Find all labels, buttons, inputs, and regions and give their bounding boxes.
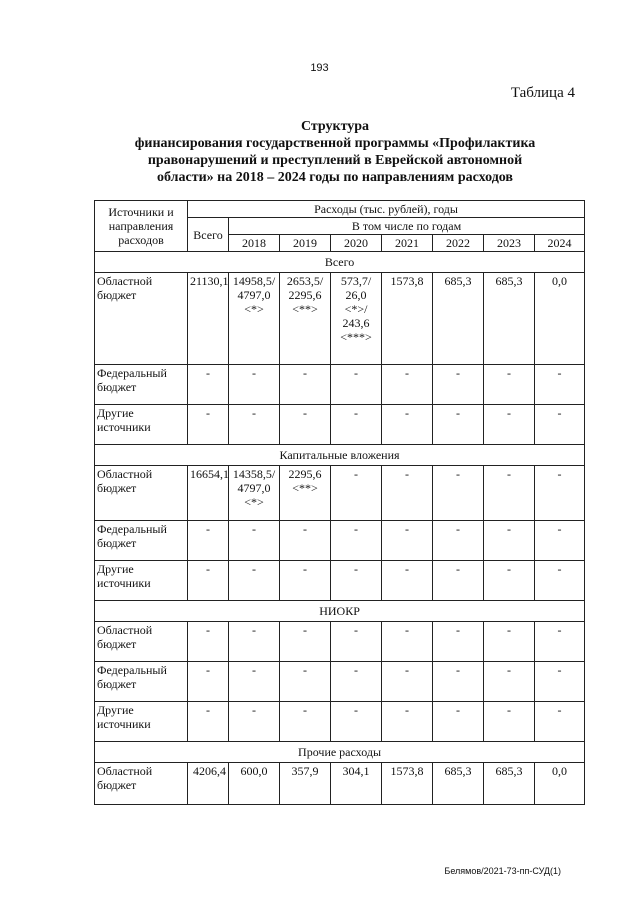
table-row: [95, 763, 585, 805]
table-row: [95, 405, 585, 445]
row-year-value: -: [433, 622, 484, 662]
row-year-value: -: [382, 405, 433, 445]
header-year: 2024: [535, 235, 585, 252]
row-year-value: -: [433, 405, 484, 445]
table-label: Таблица 4: [510, 85, 575, 101]
row-total: -: [188, 561, 229, 601]
title-line: правонарушений и преступлений в Еврейской автономной: [147, 153, 523, 168]
row-year-value: -: [331, 521, 382, 561]
row-year-value: -: [331, 662, 382, 702]
row-total: -: [188, 521, 229, 561]
row-year-value: 0,0: [535, 763, 585, 805]
header-year: 2023: [484, 235, 535, 252]
row-year-value: -: [535, 521, 585, 561]
title-line: Структура: [300, 119, 370, 134]
row-source: Областной бюджет: [95, 273, 188, 365]
section-title: Всего: [95, 252, 585, 273]
row-source: Областной бюджет: [95, 466, 188, 521]
row-year-value: -: [331, 702, 382, 742]
row-year-value: 1573,8: [382, 273, 433, 365]
header-year: 2018: [229, 235, 280, 252]
title-line: области» на 2018 – 2024 годы по направлениям расходов: [156, 170, 513, 185]
row-year-value: -: [229, 702, 280, 742]
row-year-value: -: [280, 662, 331, 702]
row-year-value: -: [433, 561, 484, 601]
table-row: [95, 466, 585, 521]
row-total: -: [188, 702, 229, 742]
row-year-value: -: [433, 466, 484, 521]
row-year-value: -: [535, 466, 585, 521]
row-year-value: 2653,5/ 2295,6 <**>: [280, 273, 331, 365]
row-year-value: -: [280, 365, 331, 405]
row-year-value: -: [433, 365, 484, 405]
row-year-value: -: [331, 561, 382, 601]
table-row: [95, 702, 585, 742]
row-year-value: -: [280, 702, 331, 742]
page-number: 193: [310, 62, 329, 74]
header-sources: Источники и направления расходов: [95, 201, 188, 252]
row-year-value: -: [229, 405, 280, 445]
table-body: [95, 252, 585, 805]
table-row: [95, 521, 585, 561]
row-year-value: -: [229, 662, 280, 702]
table-row: [95, 273, 585, 365]
section-title: НИОКР: [95, 601, 585, 622]
header-year: 2021: [382, 235, 433, 252]
row-year-value: 357,9: [280, 763, 331, 805]
row-year-value: -: [229, 561, 280, 601]
table-row: [95, 561, 585, 601]
row-year-value: -: [331, 365, 382, 405]
row-year-value: -: [433, 702, 484, 742]
row-year-value: -: [229, 622, 280, 662]
row-year-value: 1573,8: [382, 763, 433, 805]
row-year-value: -: [535, 365, 585, 405]
row-total: -: [188, 662, 229, 702]
row-year-value: -: [280, 405, 331, 445]
header-year: 2022: [433, 235, 484, 252]
row-year-value: -: [331, 405, 382, 445]
table-header: [95, 201, 585, 252]
row-year-value: -: [382, 622, 433, 662]
row-year-value: -: [433, 521, 484, 561]
row-year-value: -: [229, 365, 280, 405]
footer-code: Белямов/2021-73-пп-СУД(1): [444, 866, 561, 876]
row-year-value: 14958,5/ 4797,0 <*>: [229, 273, 280, 365]
row-year-value: -: [484, 365, 535, 405]
row-year-value: -: [484, 405, 535, 445]
row-year-value: 685,3: [433, 273, 484, 365]
row-year-value: -: [280, 521, 331, 561]
row-year-value: -: [382, 561, 433, 601]
header-by-years: В том числе по годам: [229, 218, 585, 235]
row-source: Другие источники: [95, 561, 188, 601]
header-year: 2020: [331, 235, 382, 252]
row-year-value: 0,0: [535, 273, 585, 365]
row-year-value: -: [535, 561, 585, 601]
row-year-value: 685,3: [433, 763, 484, 805]
row-year-value: -: [382, 662, 433, 702]
row-year-value: 685,3: [484, 273, 535, 365]
row-year-value: -: [535, 662, 585, 702]
row-year-value: -: [280, 561, 331, 601]
row-year-value: 304,1: [331, 763, 382, 805]
row-total: 16654,1: [188, 466, 229, 521]
row-year-value: 685,3: [484, 763, 535, 805]
row-year-value: 600,0: [229, 763, 280, 805]
row-year-value: -: [484, 702, 535, 742]
row-year-value: -: [331, 466, 382, 521]
row-total: -: [188, 365, 229, 405]
row-year-value: 573,7/ 26,0 <*>/ 243,6 <***>: [331, 273, 382, 365]
row-year-value: -: [280, 622, 331, 662]
table-row: [95, 622, 585, 662]
row-year-value: 14358,5/ 4797,0 <*>: [229, 466, 280, 521]
row-year-value: -: [535, 702, 585, 742]
row-source: Другие источники: [95, 702, 188, 742]
section-row: [95, 445, 585, 466]
header-expenses: Расходы (тыс. рублей), годы: [188, 201, 585, 218]
row-year-value: -: [484, 521, 535, 561]
section-title: Прочие расходы: [95, 742, 585, 763]
row-total: -: [188, 622, 229, 662]
section-row: [95, 742, 585, 763]
header-year: 2019: [280, 235, 331, 252]
document-title: [80, 118, 590, 186]
section-row: [95, 252, 585, 273]
table-row: [95, 365, 585, 405]
row-year-value: -: [433, 662, 484, 702]
row-total: 21130,1: [188, 273, 229, 365]
row-year-value: -: [229, 521, 280, 561]
table-row: [95, 662, 585, 702]
row-source: Федеральный бюджет: [95, 521, 188, 561]
section-title: Капитальные вложения: [95, 445, 585, 466]
section-row: [95, 601, 585, 622]
row-year-value: -: [382, 702, 433, 742]
row-total: 4206,4: [188, 763, 229, 805]
row-year-value: -: [484, 622, 535, 662]
row-source: Областной бюджет: [95, 763, 188, 805]
financing-table: [94, 200, 585, 805]
row-year-value: -: [535, 622, 585, 662]
title-line: финансирования государственной программы «Профилактика: [134, 136, 536, 151]
row-source: Федеральный бюджет: [95, 662, 188, 702]
row-year-value: -: [382, 466, 433, 521]
row-year-value: -: [382, 365, 433, 405]
row-source: Другие источники: [95, 405, 188, 445]
row-year-value: 2295,6 <**>: [280, 466, 331, 521]
row-year-value: -: [535, 405, 585, 445]
row-year-value: -: [484, 561, 535, 601]
row-source: Областной бюджет: [95, 622, 188, 662]
row-year-value: -: [331, 622, 382, 662]
row-year-value: -: [382, 521, 433, 561]
row-source: Федеральный бюджет: [95, 365, 188, 405]
row-year-value: -: [484, 662, 535, 702]
header-total: Всего: [188, 218, 229, 252]
row-year-value: -: [484, 466, 535, 521]
row-total: -: [188, 405, 229, 445]
